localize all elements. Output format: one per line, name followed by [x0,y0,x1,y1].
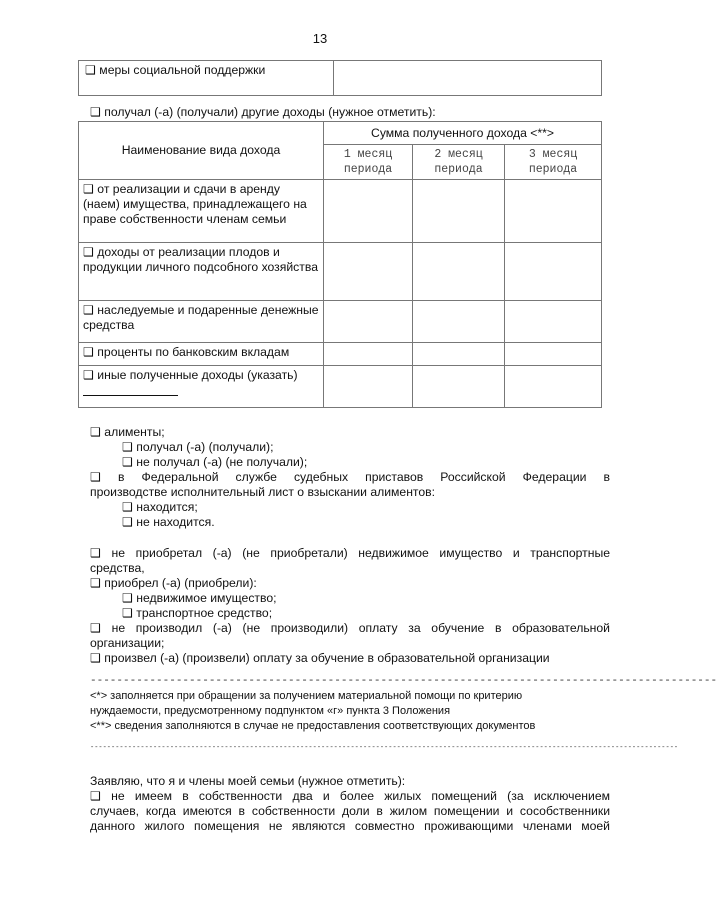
income-row-other [79,366,324,408]
not-acquired-line-1: ❑ не приобретал (-а) (не приобретали) недвижимое имущество и транспортные [90,546,610,560]
no-tuition-line-2: организации; [90,636,165,650]
income-cell [413,343,505,366]
income-cell [324,301,413,343]
income-cell [505,243,602,301]
income-cell [413,301,505,343]
social-support-cell [79,61,334,96]
income-cell [505,343,602,366]
separator-line-2: -------------------------------------------------------------------------------------------------------------------------------------------- [90,744,679,752]
footnote-2: <**> сведения заполняются в случае не предоставления соответствующих документов [90,720,536,732]
footnote-1-line-1: <*> заполняется при обращении за получением материальной помощи по критерию [90,690,523,702]
income-type-header: Наименование вида дохода [79,122,324,180]
footnote-1-line-2: нуждаемости, предусмотренному подпунктом «г» пункта 3 Положения [90,705,451,717]
income-row-rent: ❑ от реализации и сдачи в аренду (наем) имущества, принадлежащего на праве собственности членам семьи [79,180,324,243]
month-1-header: 1 месяц периода [324,145,413,180]
no-tuition-line-1: ❑ не производил (-а) (не производили) оплату за обучение в образовательной [90,621,610,635]
other-income-intro: ❑ получал (-а) (получали) другие доходы (нужное отметить): [90,105,436,119]
income-cell [413,366,505,408]
income-sum-header: Сумма полученного дохода <**> [324,122,602,145]
writ-absent: ❑ не находится. [122,515,215,529]
income-row-inheritance: ❑ наследуемые и подаренные денежные средства [79,301,324,343]
acquired-real-estate: ❑ недвижимое имущество; [122,591,277,605]
not-acquired-line-2: средства, [90,561,145,575]
page-number: 13 [312,31,328,46]
bailiff-line-2: производстве исполнительный лист о взыскании алиментов: [90,485,436,499]
income-cell [324,343,413,366]
income-cell [413,243,505,301]
declaration-intro: Заявляю, что я и члены моей семьи (нужное отметить): [90,774,406,788]
income-cell [505,180,602,243]
declaration-line-2: случаев, когда имеются в собственности доли в жилом помещении и сособственники [90,804,610,818]
income-cell [324,180,413,243]
income-cell [324,243,413,301]
specify-underline [83,383,178,396]
income-cell [505,301,602,343]
acquired: ❑ приобрел (-а) (приобрели): [90,576,257,590]
income-cell [505,366,602,408]
income-table [78,121,602,408]
separator-line: ----------------------------------------------------------------------------------------------- [90,675,717,687]
income-row-farm: ❑ доходы от реализации плодов и продукции личного подсобного хозяйства [79,243,324,301]
alimony-not-received: ❑ не получал (-а) (не получали); [122,455,308,469]
month-3-header: 3 месяц периода [505,145,602,180]
income-row-other-label: ❑ иные полученные доходы (указать) [83,368,298,382]
income-cell [413,180,505,243]
declaration-line-3: данного жилого помещения не являются совместно проживающими членами моей [90,819,610,833]
alimony-received: ❑ получал (-а) (получали); [122,440,274,454]
social-support-value-cell [334,61,602,96]
declaration-line-1: ❑ не имеем в собственности два и более жилых помещений (за исключением [90,789,610,803]
acquired-vehicle: ❑ транспортное средство; [122,606,273,620]
social-support-label: ❑ меры социальной поддержки [85,63,266,77]
income-cell [324,366,413,408]
alimony-title: ❑ алименты; [90,425,165,439]
social-support-table [78,60,602,96]
tuition-paid: ❑ произвел (-а) (произвели) оплату за обучение в образовательной организации [90,651,550,665]
bailiff-line-1: ❑ в Федеральной службе судебных приставов Российской Федерации в [90,470,610,484]
income-row-interest: ❑ проценты по банковским вкладам [79,343,324,366]
month-2-header: 2 месяц периода [413,145,505,180]
writ-present: ❑ находится; [122,500,198,514]
